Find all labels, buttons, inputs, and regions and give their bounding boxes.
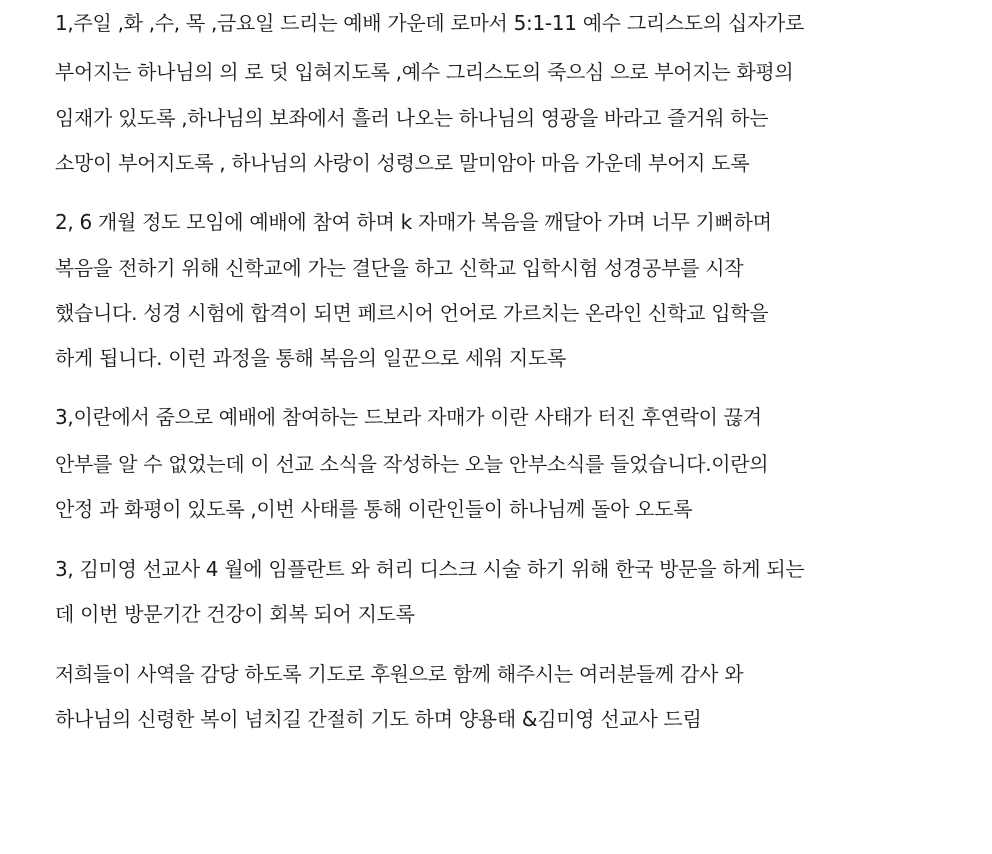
paragraph-line: 1,주일 ,화 ,수, 목 ,금요일 드리는 예배 가운데 로마서 5:1-11 예수 그리스도의 십자가로: [55, 11, 805, 35]
paragraph-line: 부어지는 하나님의 의 로 덧 입혀지도록 ,예수 그리스도의 죽으심 으로 부어지는 화평의: [55, 60, 794, 84]
paragraph-line: 복음을 전하기 위해 신학교에 가는 결단을 하고 신학교 입학시험 성경공부를 시작: [55, 256, 744, 280]
signature-line: 하나님의 신령한 복이 넘치길 간절히 기도 하며 양용태 &김미영 선교사 드림: [55, 707, 702, 731]
paragraph-line: 데 이번 방문기간 건강이 회복 되어 지도록: [55, 602, 415, 626]
paragraph-line: 소망이 부어지도록 , 하나님의 사랑이 성령으로 말미암아 마음 가운데 부어지 도록: [55, 151, 750, 175]
paragraph-line: 3,이란에서 줌으로 예배에 참여하는 드보라 자매가 이란 사태가 터진 후연락이 끊겨: [55, 405, 762, 429]
paragraph-line: 저희들이 사역을 감당 하도록 기도로 후원으로 함께 해주시는 여러분들께 감사 와: [55, 662, 744, 686]
paragraph-line: 임재가 있도록 ,하나님의 보좌에서 흘러 나오는 하나님의 영광을 바라고 즐거워 하는: [55, 106, 769, 130]
paragraph-line: 안부를 알 수 없었는데 이 선교 소식을 작성하는 오늘 안부소식를 들었습니다.이란의: [55, 452, 769, 476]
paragraph-line: 했습니다. 성경 시험에 합격이 되면 페르시어 언어로 가르치는 온라인 신학교 입학을: [55, 301, 769, 325]
paragraph-line: 하게 됩니다. 이런 과정을 통해 복음의 일꾼으로 세워 지도록: [55, 346, 566, 370]
paragraph-line: 안정 과 화평이 있도록 ,이번 사태를 통해 이란인들이 하나님께 돌아 오도록: [55, 497, 693, 521]
paragraph-line: 3, 김미영 선교사 4 월에 임플란트 와 허리 디스크 시술 하기 위해 한국 방문을 하게 되는: [55, 557, 805, 581]
paragraph-line: 2, 6 개월 정도 모임에 예배에 참여 하며 k 자매가 복음을 깨달아 가며 너무 기뻐하며: [55, 210, 772, 234]
